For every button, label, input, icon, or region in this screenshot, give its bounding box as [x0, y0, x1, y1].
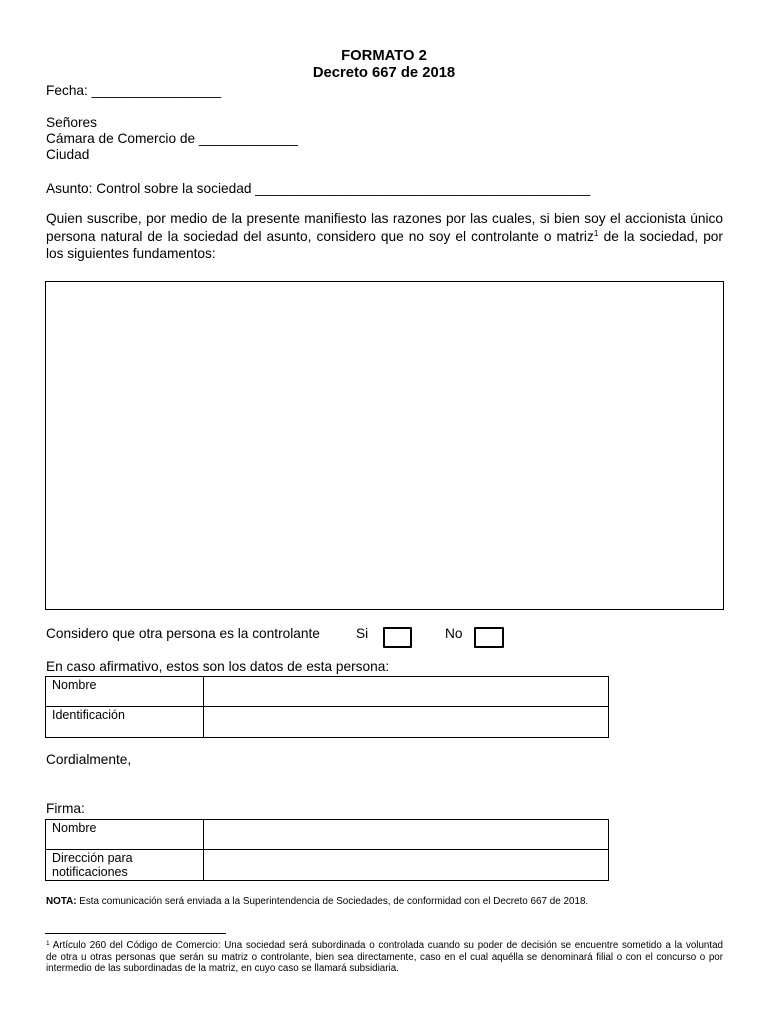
grounds-textbox[interactable]: [45, 281, 724, 610]
note-label: NOTA:: [46, 896, 77, 907]
note-text: Esta comunicación será enviada a la Superintendencia de Sociedades, de conformidad con el Decreto 667 de 2018.: [79, 896, 589, 907]
note-line: [46, 896, 588, 908]
intro-line-1: Quien suscribe, por medio de la presente manifiesto las razones por las cuales, si bien soy el accionista único: [46, 211, 723, 226]
subject-line: Asunto: Control sobre la sociedad ____________________________________________: [46, 181, 591, 196]
no-label: No: [445, 626, 463, 641]
addressee-salutation: Señores: [46, 115, 97, 130]
signer-address-value[interactable]: [204, 850, 609, 881]
footnote-line-1: [46, 940, 723, 952]
addressee-city: Ciudad: [46, 147, 90, 162]
decree-subtitle: Decreto 667 de 2018: [312, 65, 456, 81]
footnote-line-1-text: Artículo 260 del Código de Comercio: Una sociedad será subordinada o controlada cuando su poder de decisión se encuentre sometido a la voluntad: [52, 940, 723, 951]
footnote-line-3: intermedio de las subordinadas de la matriz, en cuyo caso se llamará subsidiaria.: [46, 963, 399, 974]
closing-salutation: Cordialmente,: [46, 752, 132, 767]
person-id-label: Identificación: [46, 707, 204, 738]
other-controller-question: Considero que otra persona es la controlante: [46, 626, 320, 641]
no-checkbox[interactable]: [474, 627, 504, 648]
yes-checkbox[interactable]: [383, 627, 412, 648]
footnote-ref-marker: 1: [593, 227, 599, 238]
person-name-label: Nombre: [46, 677, 204, 707]
signer-name-value[interactable]: [204, 820, 609, 850]
date-field-line: Fecha: _________________: [46, 83, 222, 98]
person-name-value[interactable]: [204, 677, 609, 707]
footnote: [46, 940, 723, 975]
intro-line-3: los siguientes fundamentos:: [46, 246, 216, 261]
footnote-separator: [45, 933, 226, 934]
signature-label: Firma:: [46, 801, 85, 816]
footnote-line-2: de otra u otras personas que serán su matriz o controlante, bien sea directamente, caso en el cual aquélla se denominará filial o con el concurso o por: [46, 951, 723, 963]
intro-line-2-end: de la sociedad, por: [598, 228, 723, 244]
form-title: FORMATO 2: [341, 48, 427, 64]
signature-table: [45, 819, 609, 881]
yes-label: Si: [356, 626, 369, 641]
person-id-value[interactable]: [204, 707, 609, 738]
intro-line-2: [46, 228, 723, 246]
affirmative-intro: En caso afirmativo, estos son los datos de esta persona:: [46, 659, 390, 674]
intro-paragraph: [46, 210, 723, 263]
footnote-number: 1: [46, 940, 50, 947]
signer-address-label: Dirección para notificaciones: [46, 850, 204, 881]
person-data-table: [45, 676, 609, 738]
signer-name-label: Nombre: [46, 820, 204, 850]
addressee-chamber-line: Cámara de Comercio de _____________: [46, 131, 298, 146]
intro-line-2-start: persona natural de la sociedad del asunto, considero que no soy el controlante o matriz: [46, 228, 594, 244]
